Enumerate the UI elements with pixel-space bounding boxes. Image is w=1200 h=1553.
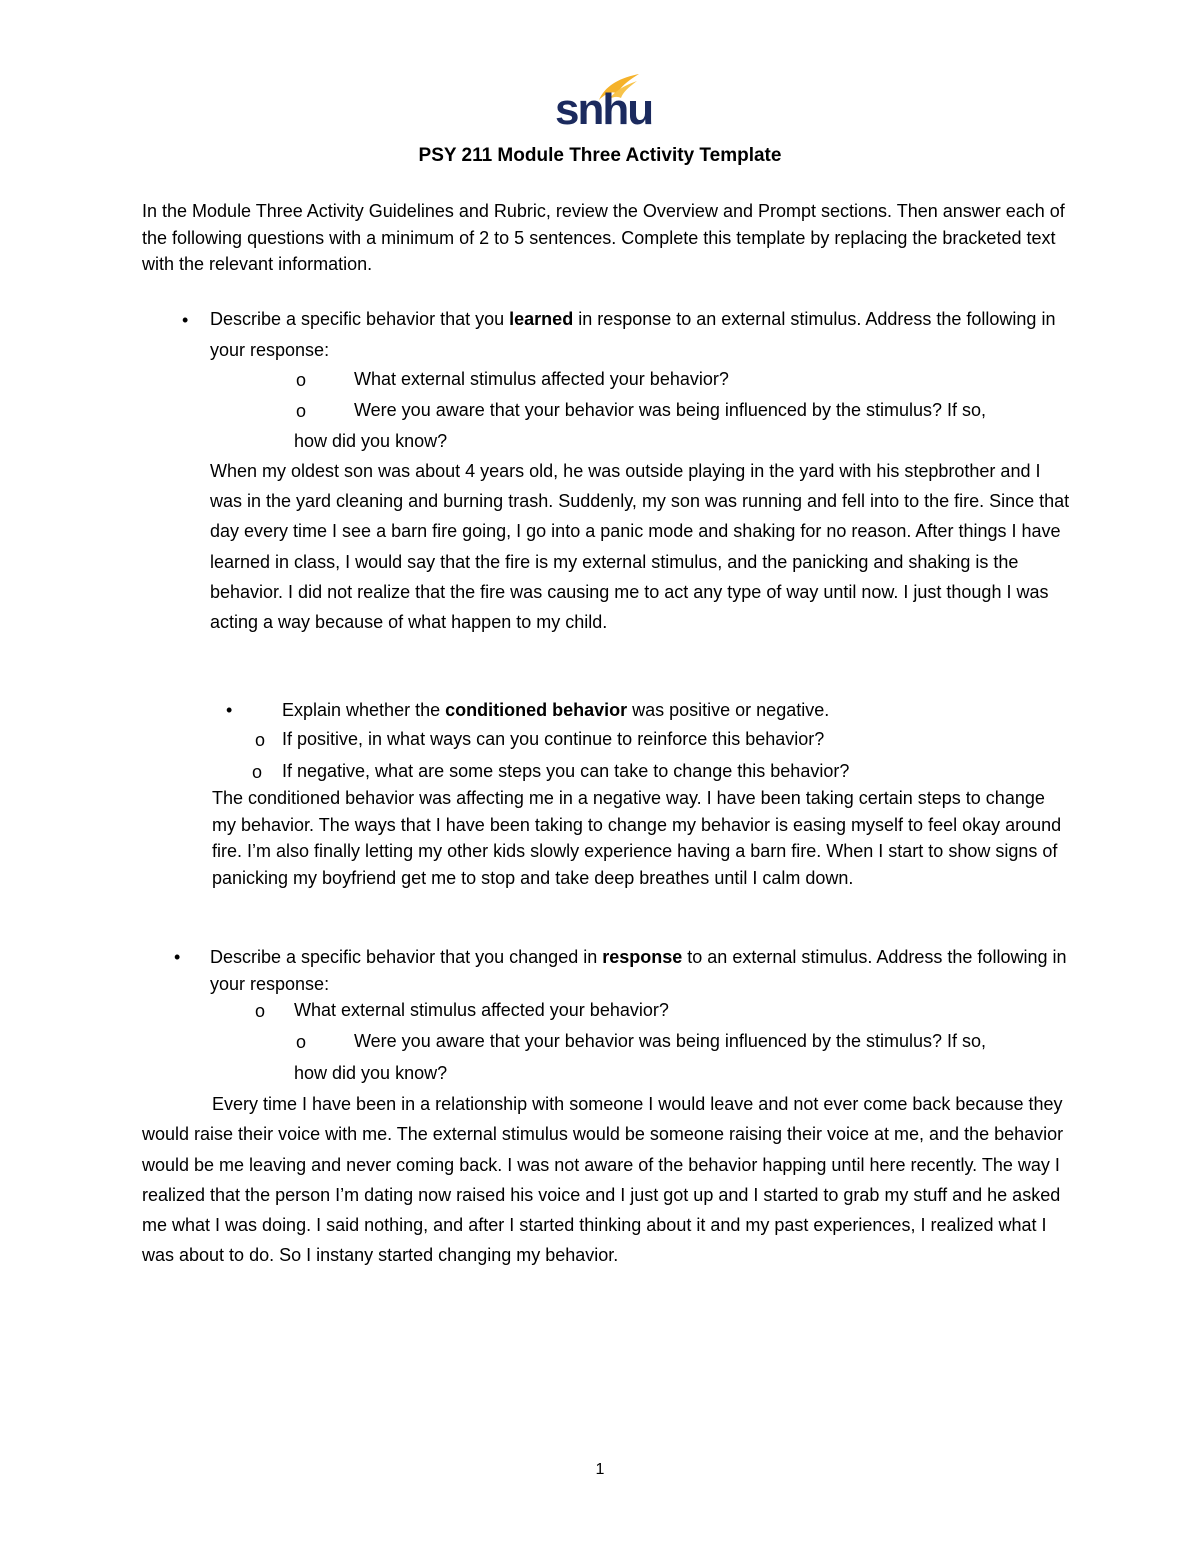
question-3-sub-2-cont: how did you know? bbox=[294, 1063, 448, 1083]
sub-bullet-icon: o bbox=[296, 401, 307, 421]
page-number: 1 bbox=[595, 1461, 605, 1478]
question-2-text-end: was positive or negative. bbox=[627, 700, 830, 720]
bullet-icon: • bbox=[226, 700, 233, 720]
question-2 bbox=[282, 697, 829, 723]
question-2-sub-2: If negative, what are some steps you can take to change this behavior? bbox=[282, 761, 850, 781]
question-3-bold: response bbox=[602, 947, 683, 967]
question-2-bold: conditioned behavior bbox=[445, 700, 628, 720]
answer-1: When my oldest son was about 4 years old, he was outside playing in the yard with his stepbrother and I was in the yard cleaning and burning trash. Suddenly, my son was running and fell into to the fire. Since that day every time I see a barn fire going, I go into a panic mode and shaking for no reason. After things I have learned in class, I would say that the fire is my external stimulus, and the panicking and shaking is the behavior. I did not realize that the fire was causing me to act any type of way until now. I just though I was acting a way because of what happen to my child. bbox=[210, 461, 1070, 633]
question-2-text: Explain whether the bbox=[282, 700, 446, 720]
answer-3: Every time I have been in a relationship with someone I would leave and not ever come back because they would raise their voice with me. The external stimulus would be someone raising their voice at me, and the behavior would be me leaving and never coming back. I was not aware of the behavior happing until here recently. The way I realized that the person I’m dating now raised his voice and I just got up and I started to grab my stuff and he asked me what I was doing. I said nothing, and after I started thinking about it and my past experiences, I realized what I was about to do. So I instany started changing my behavior. bbox=[142, 1094, 1064, 1266]
question-1-sub-2: Were you aware that your behavior was being influenced by the stimulus? If so, bbox=[354, 400, 987, 420]
sub-bullet-icon: o bbox=[252, 762, 263, 782]
page-title: PSY 211 Module Three Activity Template bbox=[418, 145, 782, 166]
answer-2: The conditioned behavior was affecting me in a negative way. I have been taking certain steps to change my behavior. The ways that I have been taking to change my behavior is easing myself to feel okay around fire. I’m also finally letting my other kids slowly experience having a barn fire. When I start to show signs of panicking my boyfriend get me to stop and take deep breathes until I calm down. bbox=[212, 788, 1062, 888]
bullet-icon: • bbox=[174, 947, 181, 967]
question-1-sub-1: What external stimulus affected your behavior? bbox=[354, 369, 729, 389]
question-3-text: Describe a specific behavior that you changed in bbox=[210, 947, 603, 967]
question-3-text-end: to an external stimulus. Address the following in your response: bbox=[210, 947, 1072, 994]
sub-bullet-icon: o bbox=[296, 370, 307, 390]
sub-bullet-icon: o bbox=[296, 1032, 307, 1052]
question-1-sub-2-cont: how did you know? bbox=[294, 431, 448, 451]
question-1-text-end: in response to an external stimulus. Address the following in your response: bbox=[210, 309, 1061, 360]
question-3-sub-1: What external stimulus affected your behavior? bbox=[294, 1000, 669, 1020]
question-3-sub-2: Were you aware that your behavior was being influenced by the stimulus? If so, bbox=[354, 1031, 987, 1051]
sub-bullet-icon: o bbox=[255, 730, 266, 750]
question-1-text: Describe a specific behavior that you bbox=[210, 309, 510, 329]
question-1-bold: learned bbox=[509, 309, 574, 329]
logo-text: snhu bbox=[555, 85, 653, 134]
bullet-icon: • bbox=[182, 310, 189, 330]
snhu-logo bbox=[555, 72, 653, 134]
question-3 bbox=[210, 944, 1070, 998]
intro-paragraph: In the Module Three Activity Guidelines and Rubric, review the Overview and Prompt sections. Then answer each of the following questions with a minimum of 2 to 5 sentences. Complete this template by replacing the bracketed text with the relevant information. bbox=[142, 201, 1070, 274]
question-2-sub-1: If positive, in what ways can you continue to reinforce this behavior? bbox=[282, 729, 825, 749]
question-1 bbox=[210, 304, 1070, 366]
sub-bullet-icon: o bbox=[255, 1001, 266, 1021]
